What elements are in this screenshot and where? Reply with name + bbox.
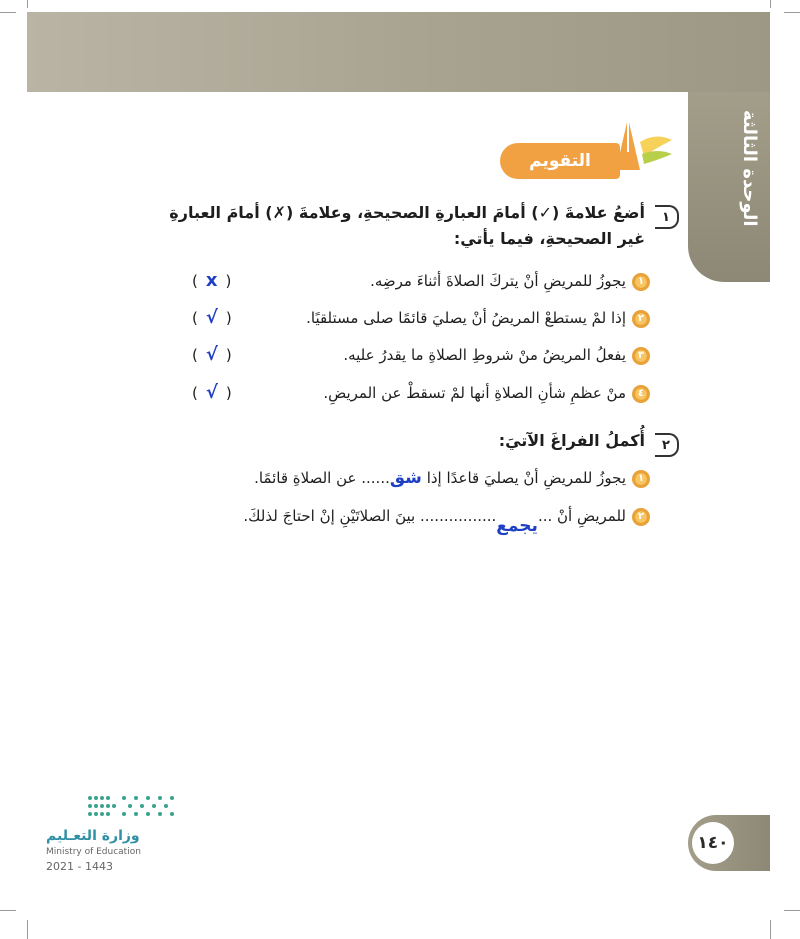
edition-year: 2021 - 1443 bbox=[46, 860, 113, 873]
paren-close: ) bbox=[225, 309, 232, 327]
paren-close: ) bbox=[225, 346, 232, 364]
crop-mark bbox=[27, 920, 28, 939]
statement-text: يجوزُ للمريضِ أنْ يتركَ الصلاةَ أثناءَ مرضِه. bbox=[370, 272, 626, 290]
item-badge: ٣ bbox=[632, 347, 650, 365]
question-prompt: أضعُ علامةَ (✓) أمامَ العبارةِ الصحيحةِ، وعلامةَ (✗) أمامَ العبارةِ غير الصحيحةِ، فيما يأتي: bbox=[169, 203, 645, 248]
paren-close: ) bbox=[225, 272, 232, 290]
list-item bbox=[180, 468, 650, 488]
statement-text: منْ عظمِ شأنِ الصلاةِ أنها لمْ تسقطْ عن المريضِ. bbox=[323, 384, 626, 402]
question-number: ١ bbox=[655, 205, 679, 229]
item-badge: ١ bbox=[632, 273, 650, 291]
answer-mark: √ bbox=[205, 344, 218, 365]
crop-mark bbox=[0, 910, 16, 911]
fill-answer: يجمع bbox=[496, 516, 538, 536]
item-badge: ٢ bbox=[632, 508, 650, 526]
section-pill: التقويم bbox=[500, 143, 620, 179]
item-badge: ١ bbox=[632, 470, 650, 488]
header-banner bbox=[27, 12, 770, 92]
list-item bbox=[200, 384, 650, 403]
list-item bbox=[200, 346, 650, 365]
paren-open: ( bbox=[192, 272, 198, 290]
item-badge: ٤ bbox=[632, 385, 650, 403]
unit-side-tab bbox=[688, 92, 770, 282]
unit-title: الوحدة الثالثة bbox=[739, 110, 760, 227]
crop-mark bbox=[784, 910, 800, 911]
sentence-after: ................ بينَ الصلاتَيْنِ إنْ احتاجَ لذلكَ. bbox=[243, 507, 497, 525]
question-number: ٢ bbox=[655, 433, 679, 457]
list-item bbox=[200, 309, 650, 328]
statement-text: يفعلُ المريضُ منْ شروطِ الصلاةِ ما يقدرُ عليه. bbox=[343, 346, 626, 364]
paren-open: ( bbox=[192, 384, 198, 402]
ministry-logo-icon bbox=[40, 790, 190, 824]
answer-box bbox=[192, 382, 232, 403]
list-item bbox=[200, 272, 650, 291]
crop-mark bbox=[770, 920, 771, 939]
question-prompt: أُكملُ الفراغَ الآتيَ: bbox=[498, 431, 645, 450]
crop-mark bbox=[770, 0, 771, 8]
answer-box bbox=[192, 307, 232, 328]
answer-mark: √ bbox=[205, 307, 218, 328]
page-number: ١٤٠ bbox=[692, 822, 734, 864]
crop-mark bbox=[0, 12, 16, 13]
statement-text: إذا لمْ يستطعْ المريضُ أنْ يصليَ قائمًا صلى مستلقيًا. bbox=[306, 309, 626, 327]
crop-mark bbox=[27, 0, 28, 8]
item-badge: ٢ bbox=[632, 310, 650, 328]
answer-box bbox=[192, 344, 232, 365]
paren-open: ( bbox=[192, 346, 198, 364]
sentence-before: يجوزُ للمريضِ أنْ يصليَ قاعدًا إذا bbox=[426, 469, 626, 487]
ministry-name-ar: وزارة التعـليم bbox=[46, 828, 140, 844]
sentence-after: ...... عن الصلاةِ قائمًا. bbox=[254, 469, 390, 487]
sentence-before: للمريضِ أنْ ... bbox=[537, 507, 626, 525]
answer-mark: x bbox=[205, 270, 218, 291]
paren-close: ) bbox=[225, 384, 232, 402]
list-item bbox=[180, 506, 650, 536]
answer-mark: √ bbox=[205, 382, 218, 403]
answer-box bbox=[192, 270, 231, 291]
paren-open: ( bbox=[192, 309, 198, 327]
fill-answer: شق bbox=[389, 468, 422, 488]
crop-mark bbox=[784, 12, 800, 13]
ministry-name-en: Ministry of Education bbox=[46, 847, 141, 857]
